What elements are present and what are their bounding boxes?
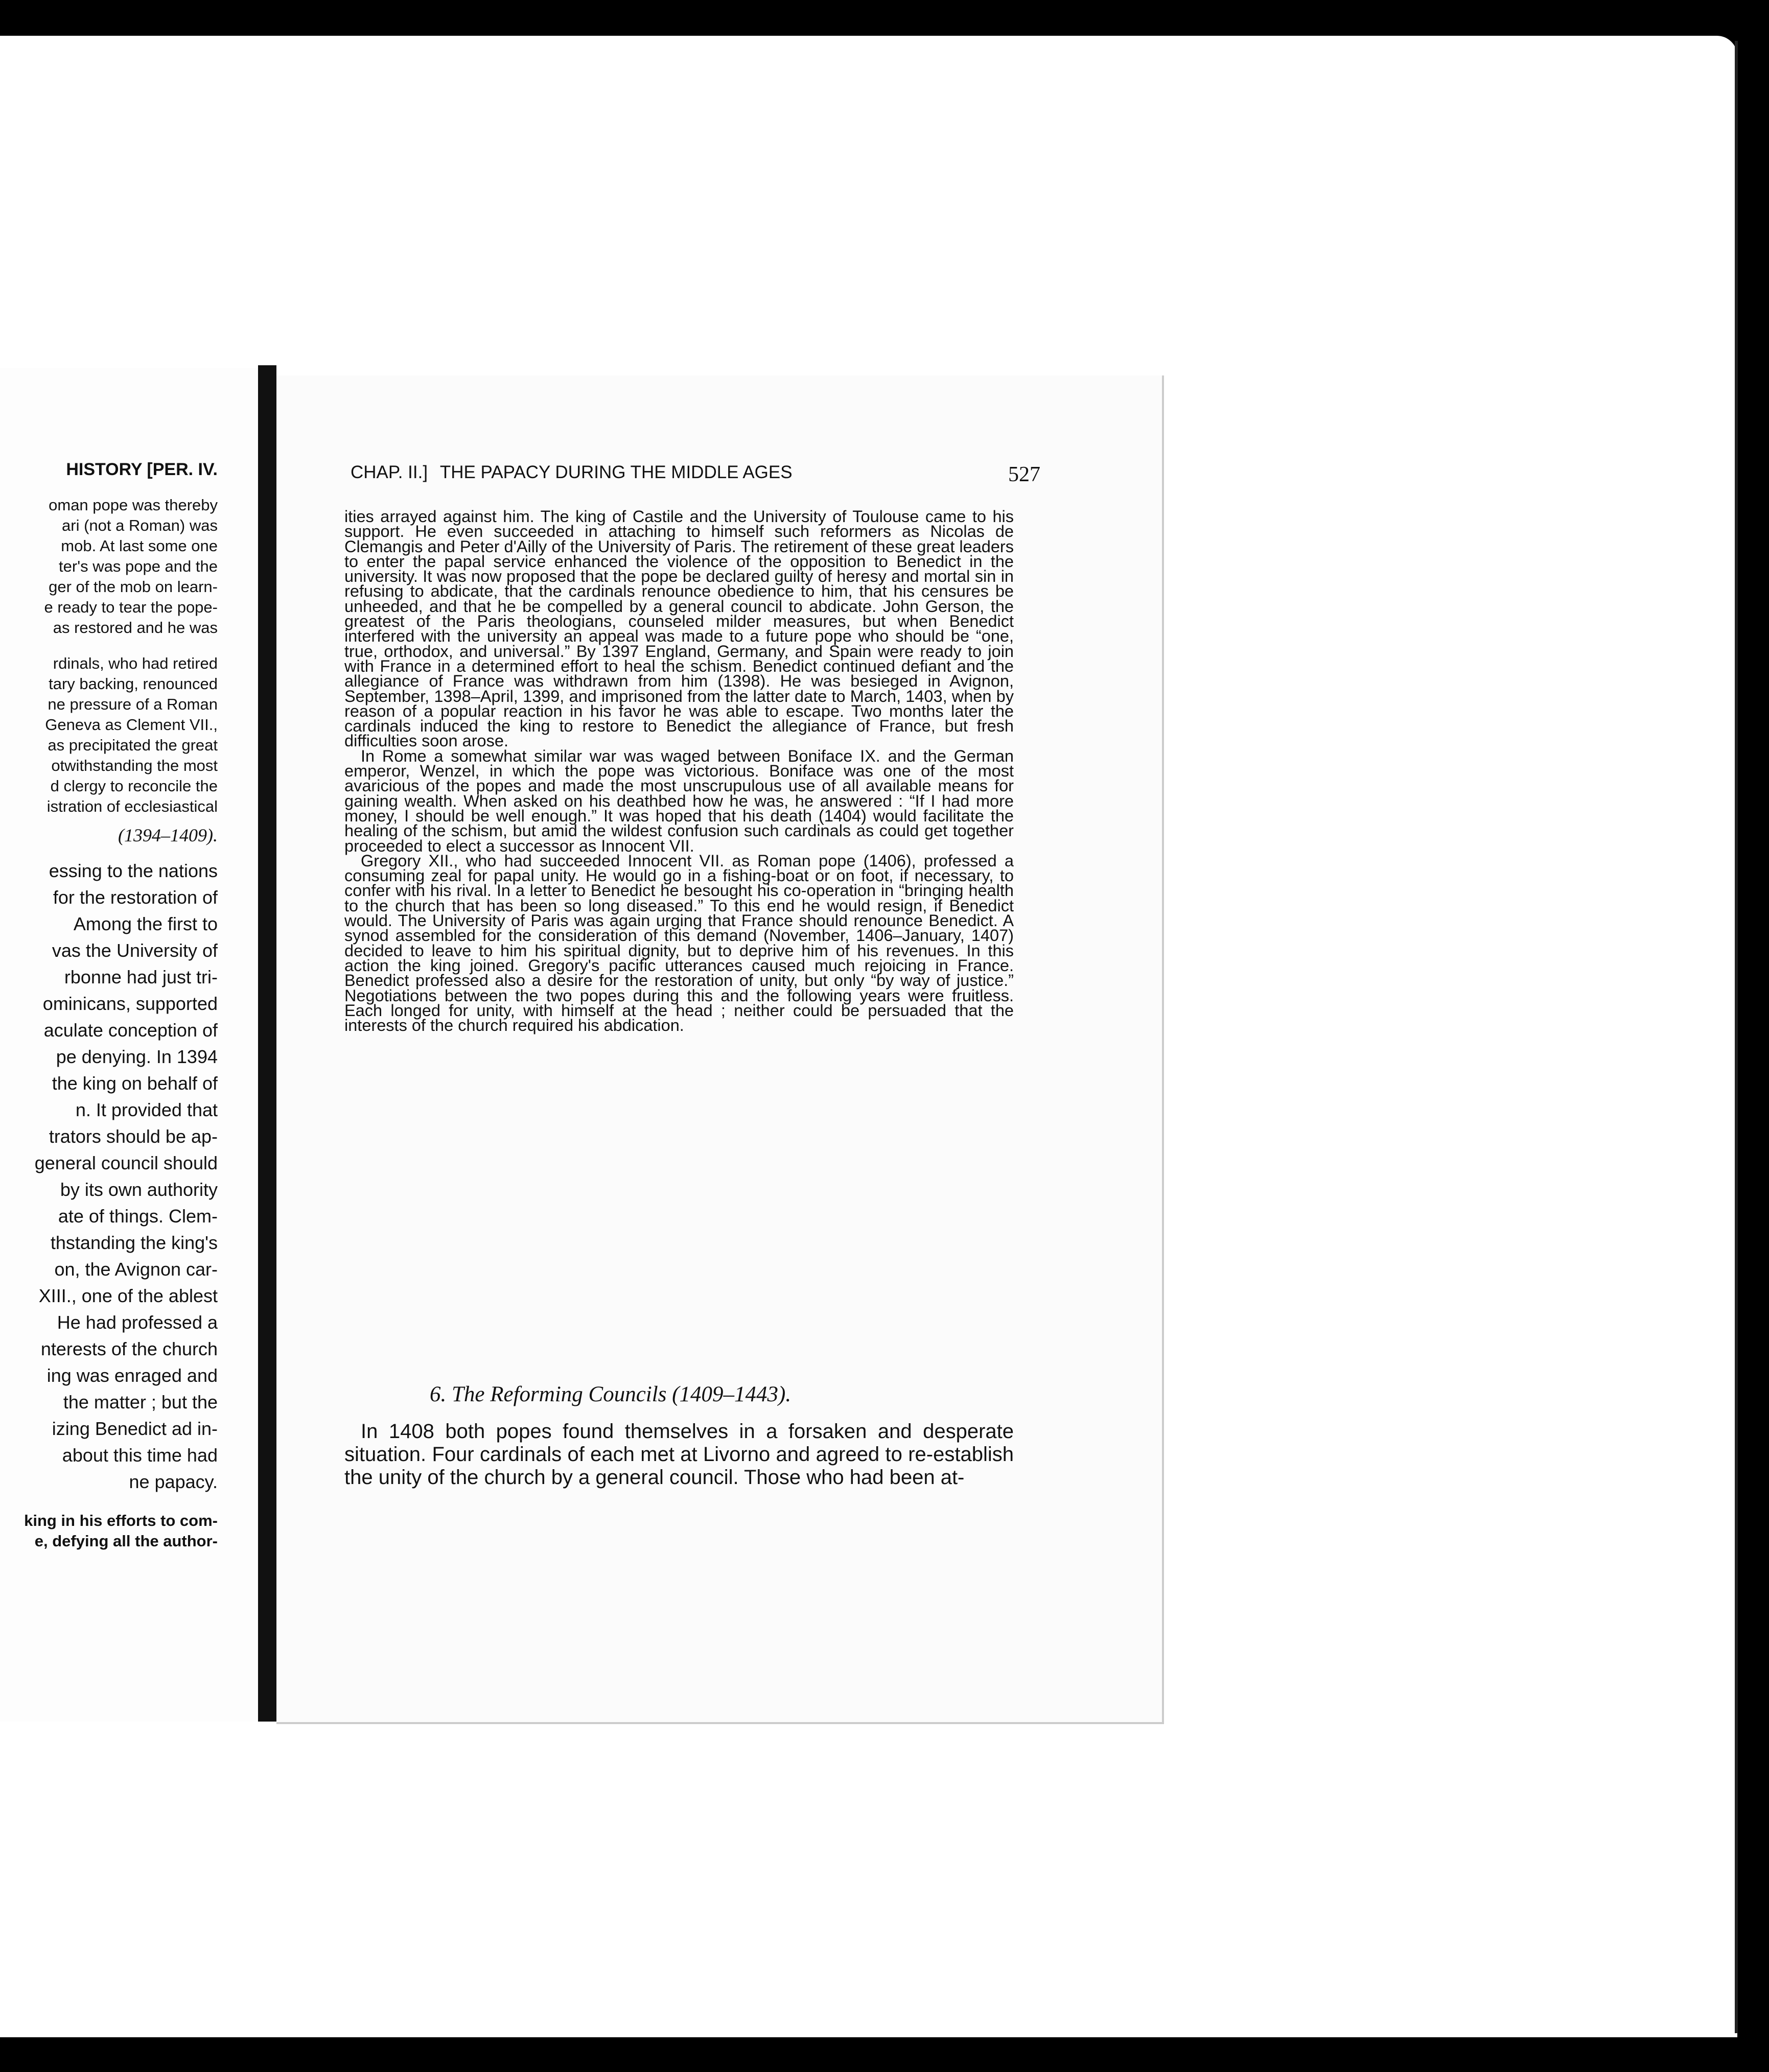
- body-text-small: [344, 509, 1014, 1033]
- text-line: He had professed a: [57, 1312, 218, 1333]
- text-line: thstanding the king's: [50, 1232, 218, 1253]
- text-line: essing to the nations: [49, 860, 218, 881]
- text-line: n. It provided that: [75, 1099, 218, 1120]
- text-line: vas the University of: [52, 940, 218, 961]
- text-line: ger of the mob on learn-: [49, 578, 218, 596]
- text-line: the matter ; but the: [63, 1392, 218, 1412]
- text-line: tary backing, renounced: [49, 675, 218, 693]
- text-line: trators should be ap-: [49, 1126, 218, 1147]
- paragraph: ities arrayed against him. The king of Castile and the University of Toulouse came to his support. He even succeeded in attaching to himself such reformers as Nicolas de Clemangis and Peter d'Ailly of the University of Paris. The retirement of these great leaders to enter the papal service enhanced the violence of the opposition to Benedict in the university. It was now proposed that the pope be declared guilty of heresy and mortal sin in refusing to abdicate, that the cardinals renounce obedience to him, that his censures be unheeded, and that he be compelled by a general council to abdicate. John Gerson, the greatest of the Paris theologians, counseled milder measures, but when Benedict interfered with the university an appeal was made to a future pope who should be “one, true, orthodox, and universal.” By 1397 England, Germany, and Spain were ready to join with France in a determined effort to heal the schism. Benedict continued defiant and the allegiance of France was withdrawn from him (1398). He was besieged in Avignon, September, 1398–April, 1399, and imprisoned from the latter date to March, 1403, when by reason of a popular reaction in his favor he was able to escape. Two months later the cardinals induced the king to restore to Benedict the allegiance of France, but fresh difficulties soon arose.: [344, 507, 1014, 750]
- paragraph: In Rome a somewhat similar war was waged between Boniface IX. and the German emperor, Wenzel, in which the pope was victorious. Boniface was one of the most avaricious of the popes and made the most unscrupulous use of all available means for gaining wealth. When asked on his deathbed how he was, he answered : “If I had more money, I should be well enough.” It was hoped that his death (1404) would facilitate the healing of the schism, but amid the wildest confusion such cardinals as could get together proceeded to elect a successor as Innocent VII.: [344, 746, 1014, 855]
- paragraph: Gregory XII., who had succeeded Innocent VII. as Roman pope (1406), professed a consuming zeal for papal unity. He would go in a fishing-boat or on foot, if necessary, to confer with his rival. In a letter to Benedict he besought his co-operation in “bringing health to the church that has been so long diseased.” To this end he would resign, if Benedict would. The University of Paris was again urging that France should renounce Benedict. A synod assembled for the consideration of this demand (November, 1406–January, 1407) decided to leave to him his spiritual dignity, but to deprive him of his revenues. In this action the king joined. Gregory's pacific utterances caused much rejoicing in France. Benedict professed also a desire for the restoration of unity, but only “by way of justice.” Negotiations between the two popes during this and the following years were fruitless. Each longed for unity, with himself at the head ; neither could be persuaded that the interests of the church required his abdication.: [344, 851, 1014, 1035]
- paragraph: In 1408 both popes found themselves in a forsaken and desperate situation. Four cardinals of each met at Livorno and agreed to re-establish the unity of the church by a general council. Those who had been at-: [344, 1420, 1014, 1489]
- book-gutter: [258, 365, 276, 1722]
- right-running-head: [351, 462, 1040, 486]
- left-page: [0, 368, 260, 1722]
- footnote-line: e, defying all the author-: [34, 1532, 218, 1550]
- text-line: by its own authority: [60, 1179, 218, 1200]
- text-line: oman pope was thereby: [49, 496, 218, 514]
- text-line: the king on behalf of: [52, 1073, 218, 1094]
- left-text-upper: [0, 496, 218, 1552]
- text-line: Among the first to: [73, 913, 218, 934]
- sheet-edge: [1735, 41, 1738, 2033]
- body-text-large: [344, 1420, 1014, 1489]
- page-number: 527: [1008, 463, 1040, 486]
- text-line: ominicans, supported: [42, 993, 218, 1014]
- text-line: izing Benedict ad in-: [52, 1418, 218, 1439]
- text-line: d clergy to reconcile the: [50, 777, 218, 795]
- text-line: rdinals, who had retired: [53, 654, 218, 672]
- text-line: XIII., one of the ablest: [38, 1285, 218, 1306]
- text-line: otwithstanding the most: [51, 757, 218, 774]
- text-line: general council should: [34, 1152, 218, 1173]
- text-line: mob. At last some one: [61, 537, 218, 555]
- text-line: about this time had: [62, 1445, 218, 1466]
- running-title: THE PAPACY DURING THE MIDDLE AGES: [439, 462, 793, 482]
- left-running-head: HISTORY [PER. IV.: [66, 460, 218, 479]
- left-section-head: (1394–1409).: [118, 825, 218, 845]
- text-line: for the restoration of: [53, 887, 218, 908]
- text-line: e ready to tear the pope-: [44, 598, 218, 616]
- text-line: ate of things. Clem-: [58, 1206, 218, 1227]
- text-line: rbonne had just tri-: [64, 967, 218, 987]
- text-line: ne papacy.: [129, 1471, 218, 1492]
- text-line: on, the Avignon car-: [54, 1259, 218, 1280]
- text-line: as precipitated the great: [48, 736, 218, 754]
- text-line: ter's was pope and the: [59, 557, 218, 575]
- text-line: ari (not a Roman) was: [62, 516, 218, 534]
- text-line: Geneva as Clement VII.,: [45, 716, 218, 734]
- chapter-label: CHAP. II.]: [351, 462, 428, 482]
- footnote-line: king in his efforts to com-: [24, 1512, 218, 1529]
- text-line: as restored and he was: [53, 619, 218, 637]
- text-line: istration of ecclesiastical: [46, 797, 218, 815]
- text-line: ing was enraged and: [46, 1365, 218, 1386]
- text-line: nterests of the church: [40, 1338, 218, 1359]
- section-heading: 6. The Reforming Councils (1409–1443).: [430, 1382, 792, 1406]
- text-line: aculate conception of: [43, 1020, 218, 1041]
- text-line: pe denying. In 1394: [56, 1046, 218, 1067]
- right-page: [276, 375, 1164, 1724]
- text-line: ne pressure of a Roman: [48, 695, 218, 713]
